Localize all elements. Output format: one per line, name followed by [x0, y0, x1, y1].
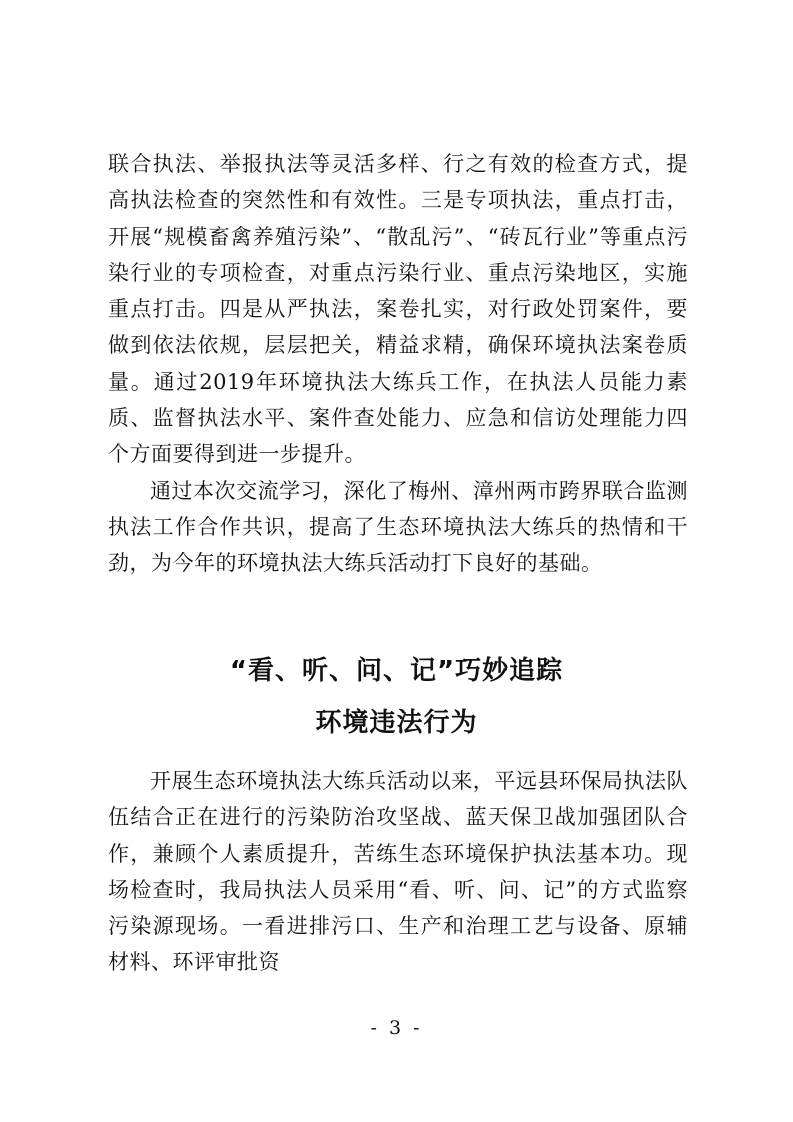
- article-body: [108, 763, 688, 981]
- article-paragraph: 开展生态环境执法大练兵活动以来，平远县环保局执法队伍结合正在进行的污染防治攻坚战、蓝天保卫战加强团队合作，兼顾个人素质提升，苦练生态环境保护执法基本功。现场检查时，我局执法人员采用“看、听、问、记”的方式监察污染源现场。一看进排污口、生产和治理工艺与设备、原辅材料、环评审批资: [108, 769, 688, 975]
- section-body-continued: [108, 146, 688, 582]
- page-number: - 3 -: [370, 1017, 423, 1039]
- continued-paragraph: 联合执法、举报执法等灵活多样、行之有效的检查方式，提高执法检查的突然性和有效性。三是专项执法，重点打击，开展“规模畜禽养殖污染”、“散乱污”、“砖瓦行业”等重点污染行业的专项检查，对重点污染行业、重点污染地区，实施重点打击。四是从严执法，案卷扎实，对行政处罚案件，要做到依法依规，层层把关，精益求精，确保环境执法案卷质量。通过2019年环境执法大练兵工作，在执法人员能力素质、监督执法水平、案件查处能力、应急和信访处理能力四个方面要得到进一步提升。: [108, 152, 688, 467]
- article-title-line-1: “看、听、问、记”巧妙追踪: [229, 656, 564, 686]
- article-title-line-2: 环境违法行为: [315, 708, 478, 738]
- closing-paragraph: 通过本次交流学习，深化了梅州、漳州两市跨界联合监测执法工作合作共识，提高了生态环境执法大练兵的热情和干劲，为今年的环境执法大练兵活动打下良好的基础。: [108, 478, 688, 576]
